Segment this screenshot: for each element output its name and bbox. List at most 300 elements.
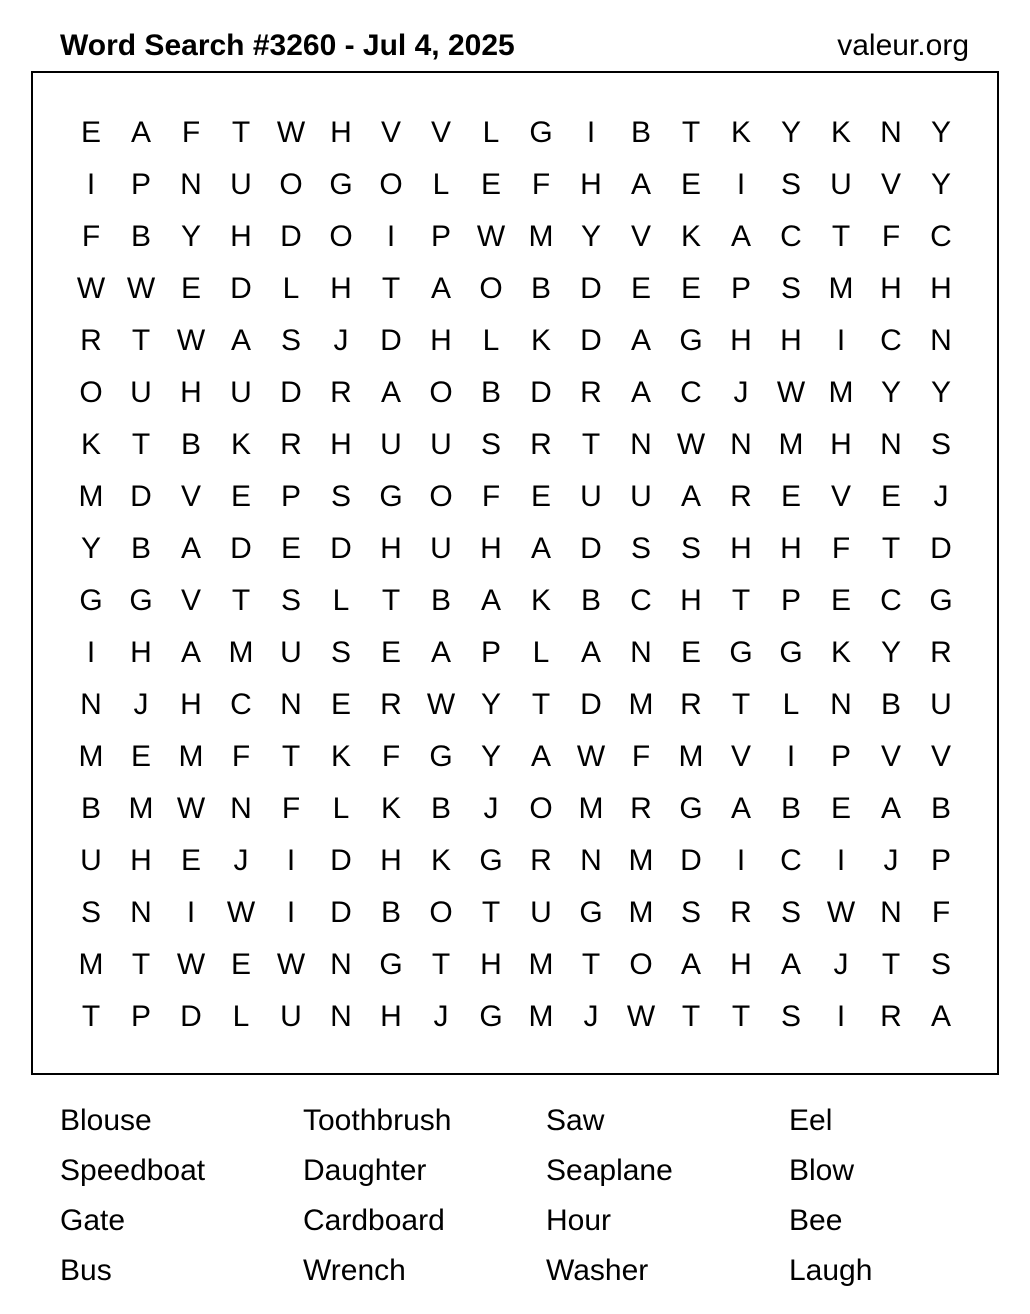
grid-letter[interactable]: T [881, 532, 901, 565]
grid-letter[interactable]: V [730, 740, 751, 773]
grid-letter[interactable]: Y [180, 220, 201, 253]
grid-letter[interactable]: A [230, 324, 251, 357]
grid-letter[interactable]: D [580, 272, 602, 305]
grid-letter[interactable]: F [881, 220, 901, 253]
grid-letter[interactable]: R [580, 376, 602, 409]
grid-letter[interactable]: J [333, 324, 349, 357]
grid-letter[interactable]: K [330, 740, 351, 773]
grid-letter[interactable]: P [130, 168, 151, 201]
grid-letter[interactable]: S [680, 896, 701, 929]
grid-letter[interactable]: H [780, 324, 802, 357]
grid-letter[interactable]: I [836, 844, 846, 877]
grid-letter[interactable]: H [380, 1000, 402, 1033]
grid-letter[interactable]: D [330, 532, 352, 565]
grid-letter[interactable]: F [381, 740, 401, 773]
grid-letter[interactable]: J [833, 948, 849, 981]
grid-letter[interactable]: N [330, 1000, 352, 1033]
grid-letter[interactable]: A [580, 636, 601, 669]
grid-letter[interactable]: H [830, 428, 852, 461]
grid-letter[interactable]: H [130, 844, 152, 877]
grid-letter[interactable]: A [730, 220, 751, 253]
grid-letter[interactable]: I [386, 220, 396, 253]
grid-letter[interactable]: M [828, 376, 854, 409]
grid-letter[interactable]: T [81, 1000, 101, 1033]
grid-letter[interactable]: D [230, 532, 252, 565]
grid-letter[interactable]: R [680, 688, 702, 721]
grid-letter[interactable]: A [530, 740, 551, 773]
grid-letter[interactable]: Y [880, 376, 901, 409]
grid-letter[interactable]: K [380, 792, 401, 825]
grid-letter[interactable]: I [736, 168, 746, 201]
grid-letter[interactable]: O [329, 220, 353, 253]
grid-letter[interactable]: P [930, 844, 951, 877]
grid-letter[interactable]: D [580, 688, 602, 721]
grid-letter[interactable]: H [480, 948, 502, 981]
grid-letter[interactable]: U [430, 428, 452, 461]
grid-letter[interactable]: Y [780, 116, 801, 149]
grid-letter[interactable]: K [680, 220, 701, 253]
grid-letter[interactable]: P [430, 220, 451, 253]
grid-letter[interactable]: E [280, 532, 301, 565]
grid-letter[interactable]: D [330, 844, 352, 877]
grid-letter[interactable]: D [580, 324, 602, 357]
grid-letter[interactable]: O [629, 948, 653, 981]
grid-letter[interactable]: U [380, 428, 402, 461]
grid-letter[interactable]: R [730, 896, 752, 929]
grid-letter[interactable]: A [180, 636, 201, 669]
grid-letter[interactable]: L [482, 116, 500, 149]
grid-letter[interactable]: P [480, 636, 501, 669]
grid-letter[interactable]: A [430, 272, 451, 305]
grid-letter[interactable]: H [180, 376, 202, 409]
grid-letter[interactable]: U [630, 480, 652, 513]
grid-letter[interactable]: K [530, 324, 551, 357]
grid-letter[interactable]: E [130, 740, 151, 773]
grid-letter[interactable]: I [286, 844, 296, 877]
grid-letter[interactable]: V [380, 116, 401, 149]
grid-letter[interactable]: H [730, 324, 752, 357]
grid-letter[interactable]: O [429, 480, 453, 513]
grid-letter[interactable]: M [178, 740, 204, 773]
grid-letter[interactable]: C [880, 584, 902, 617]
grid-letter[interactable]: O [79, 376, 103, 409]
grid-letter[interactable]: E [380, 636, 401, 669]
grid-letter[interactable]: G [929, 584, 953, 617]
grid-letter[interactable]: H [330, 116, 352, 149]
grid-letter[interactable]: M [628, 844, 654, 877]
grid-letter[interactable]: H [380, 532, 402, 565]
grid-letter[interactable]: D [280, 220, 302, 253]
grid-letter[interactable]: H [230, 220, 252, 253]
grid-letter[interactable]: N [230, 792, 252, 825]
grid-letter[interactable]: S [80, 896, 101, 929]
grid-letter[interactable]: M [528, 948, 554, 981]
grid-letter[interactable]: A [680, 480, 701, 513]
grid-letter[interactable]: E [180, 844, 201, 877]
grid-letter[interactable]: S [330, 636, 351, 669]
grid-letter[interactable]: W [826, 896, 856, 929]
grid-letter[interactable]: E [230, 480, 251, 513]
grid-letter[interactable]: M [78, 480, 104, 513]
grid-letter[interactable]: K [830, 116, 851, 149]
grid-letter[interactable]: E [230, 948, 251, 981]
grid-letter[interactable]: G [679, 324, 703, 357]
grid-letter[interactable]: A [930, 1000, 951, 1033]
grid-letter[interactable]: R [530, 844, 552, 877]
grid-letter[interactable]: M [228, 636, 254, 669]
grid-letter[interactable]: F [181, 116, 201, 149]
grid-letter[interactable]: F [481, 480, 501, 513]
grid-letter[interactable]: H [130, 636, 152, 669]
grid-letter[interactable]: H [780, 532, 802, 565]
grid-letter[interactable]: S [930, 428, 951, 461]
grid-letter[interactable]: H [680, 584, 702, 617]
grid-letter[interactable]: E [330, 688, 351, 721]
grid-letter[interactable]: H [730, 532, 752, 565]
grid-letter[interactable]: G [779, 636, 803, 669]
grid-letter[interactable]: H [380, 844, 402, 877]
grid-letter[interactable]: D [130, 480, 152, 513]
grid-letter[interactable]: F [81, 220, 101, 253]
grid-letter[interactable]: T [731, 1000, 751, 1033]
grid-letter[interactable]: D [280, 376, 302, 409]
grid-letter[interactable]: W [626, 1000, 656, 1033]
grid-letter[interactable]: T [581, 428, 601, 461]
grid-letter[interactable]: B [880, 688, 901, 721]
grid-letter[interactable]: A [530, 532, 551, 565]
grid-letter[interactable]: M [628, 896, 654, 929]
grid-letter[interactable]: U [80, 844, 102, 877]
grid-letter[interactable]: S [480, 428, 501, 461]
grid-letter[interactable]: N [830, 688, 852, 721]
grid-letter[interactable]: J [883, 844, 899, 877]
grid-letter[interactable]: O [379, 168, 403, 201]
grid-letter[interactable]: F [631, 740, 651, 773]
grid-letter[interactable]: A [680, 948, 701, 981]
grid-letter[interactable]: D [530, 376, 552, 409]
grid-letter[interactable]: F [531, 168, 551, 201]
grid-letter[interactable]: V [830, 480, 851, 513]
grid-letter[interactable]: H [180, 688, 202, 721]
grid-letter[interactable]: T [881, 948, 901, 981]
grid-letter[interactable]: W [676, 428, 706, 461]
grid-letter[interactable]: S [780, 272, 801, 305]
grid-letter[interactable]: N [630, 636, 652, 669]
grid-letter[interactable]: L [282, 272, 300, 305]
grid-letter[interactable]: W [276, 948, 306, 981]
grid-letter[interactable]: A [430, 636, 451, 669]
grid-letter[interactable]: U [280, 636, 302, 669]
grid-letter[interactable]: K [230, 428, 251, 461]
grid-letter[interactable]: A [130, 116, 151, 149]
grid-letter[interactable]: R [80, 324, 102, 357]
grid-letter[interactable]: B [630, 116, 651, 149]
grid-letter[interactable]: G [579, 896, 603, 929]
grid-letter[interactable]: R [930, 636, 952, 669]
grid-letter[interactable]: G [679, 792, 703, 825]
grid-letter[interactable]: H [580, 168, 602, 201]
grid-letter[interactable]: P [780, 584, 801, 617]
grid-letter[interactable]: E [630, 272, 651, 305]
grid-letter[interactable]: C [680, 376, 702, 409]
grid-letter[interactable]: T [131, 324, 151, 357]
grid-letter[interactable]: T [581, 948, 601, 981]
grid-letter[interactable]: U [230, 376, 252, 409]
grid-letter[interactable]: K [430, 844, 451, 877]
grid-letter[interactable]: N [880, 116, 902, 149]
grid-letter[interactable]: V [930, 740, 951, 773]
grid-letter[interactable]: T [831, 220, 851, 253]
grid-letter[interactable]: S [280, 324, 301, 357]
grid-letter[interactable]: L [432, 168, 450, 201]
grid-letter[interactable]: M [628, 688, 654, 721]
grid-letter[interactable]: M [78, 948, 104, 981]
grid-letter[interactable]: V [880, 740, 901, 773]
grid-letter[interactable]: N [930, 324, 952, 357]
grid-letter[interactable]: F [231, 740, 251, 773]
grid-letter[interactable]: T [531, 688, 551, 721]
grid-letter[interactable]: A [780, 948, 801, 981]
grid-letter[interactable]: W [176, 948, 206, 981]
grid-letter[interactable]: M [678, 740, 704, 773]
grid-letter[interactable]: L [482, 324, 500, 357]
grid-letter[interactable]: O [429, 376, 453, 409]
grid-letter[interactable]: C [630, 584, 652, 617]
grid-letter[interactable]: U [280, 1000, 302, 1033]
grid-letter[interactable]: H [330, 428, 352, 461]
grid-letter[interactable]: O [279, 168, 303, 201]
grid-letter[interactable]: G [379, 480, 403, 513]
grid-letter[interactable]: R [730, 480, 752, 513]
grid-letter[interactable]: L [782, 688, 800, 721]
grid-letter[interactable]: J [483, 792, 499, 825]
grid-letter[interactable]: T [731, 584, 751, 617]
grid-letter[interactable]: E [180, 272, 201, 305]
grid-letter[interactable]: G [129, 584, 153, 617]
grid-letter[interactable]: W [76, 272, 106, 305]
grid-letter[interactable]: V [630, 220, 651, 253]
grid-letter[interactable]: D [380, 324, 402, 357]
grid-letter[interactable]: Y [930, 376, 951, 409]
grid-letter[interactable]: I [786, 740, 796, 773]
grid-letter[interactable]: T [381, 584, 401, 617]
grid-letter[interactable]: W [426, 688, 456, 721]
grid-letter[interactable]: E [680, 168, 701, 201]
grid-letter[interactable]: J [583, 1000, 599, 1033]
grid-letter[interactable]: D [180, 1000, 202, 1033]
grid-letter[interactable]: G [79, 584, 103, 617]
grid-letter[interactable]: B [380, 896, 401, 929]
grid-letter[interactable]: G [329, 168, 353, 201]
grid-letter[interactable]: N [630, 428, 652, 461]
grid-letter[interactable]: T [231, 584, 251, 617]
grid-letter[interactable]: D [680, 844, 702, 877]
grid-letter[interactable]: P [830, 740, 851, 773]
grid-letter[interactable]: I [586, 116, 596, 149]
grid-letter[interactable]: K [530, 584, 551, 617]
grid-letter[interactable]: K [80, 428, 101, 461]
grid-letter[interactable]: S [680, 532, 701, 565]
grid-letter[interactable]: J [233, 844, 249, 877]
grid-letter[interactable]: O [429, 896, 453, 929]
grid-letter[interactable]: T [231, 116, 251, 149]
grid-letter[interactable]: D [580, 532, 602, 565]
grid-letter[interactable]: A [730, 792, 751, 825]
grid-letter[interactable]: P [130, 1000, 151, 1033]
grid-letter[interactable]: M [528, 220, 554, 253]
grid-letter[interactable]: F [281, 792, 301, 825]
grid-letter[interactable]: C [780, 220, 802, 253]
grid-letter[interactable]: W [476, 220, 506, 253]
grid-letter[interactable]: U [580, 480, 602, 513]
grid-letter[interactable]: H [480, 532, 502, 565]
grid-letter[interactable]: V [180, 480, 201, 513]
grid-letter[interactable]: E [880, 480, 901, 513]
grid-letter[interactable]: N [130, 896, 152, 929]
grid-letter[interactable]: Y [580, 220, 601, 253]
grid-letter[interactable]: A [880, 792, 901, 825]
grid-letter[interactable]: W [176, 324, 206, 357]
grid-letter[interactable]: M [78, 740, 104, 773]
grid-letter[interactable]: B [80, 792, 101, 825]
grid-letter[interactable]: V [430, 116, 451, 149]
grid-letter[interactable]: E [830, 584, 851, 617]
grid-letter[interactable]: E [80, 116, 101, 149]
grid-letter[interactable]: G [479, 1000, 503, 1033]
grid-letter[interactable]: B [430, 792, 451, 825]
grid-letter[interactable]: W [176, 792, 206, 825]
grid-letter[interactable]: N [880, 428, 902, 461]
grid-letter[interactable]: C [880, 324, 902, 357]
grid-letter[interactable]: U [230, 168, 252, 201]
grid-letter[interactable]: M [778, 428, 804, 461]
grid-letter[interactable]: A [380, 376, 401, 409]
grid-letter[interactable]: R [330, 376, 352, 409]
grid-letter[interactable]: S [630, 532, 651, 565]
grid-letter[interactable]: W [226, 896, 256, 929]
grid-letter[interactable]: T [731, 688, 751, 721]
grid-letter[interactable]: E [680, 636, 701, 669]
grid-letter[interactable]: F [831, 532, 851, 565]
grid-letter[interactable]: E [680, 272, 701, 305]
grid-letter[interactable]: N [80, 688, 102, 721]
grid-letter[interactable]: C [780, 844, 802, 877]
grid-letter[interactable]: R [630, 792, 652, 825]
grid-letter[interactable]: N [580, 844, 602, 877]
grid-letter[interactable]: W [576, 740, 606, 773]
grid-letter[interactable]: B [130, 220, 151, 253]
grid-letter[interactable]: B [930, 792, 951, 825]
grid-letter[interactable]: L [332, 792, 350, 825]
grid-letter[interactable]: T [431, 948, 451, 981]
grid-letter[interactable]: R [880, 1000, 902, 1033]
grid-letter[interactable]: L [232, 1000, 250, 1033]
grid-letter[interactable]: P [730, 272, 751, 305]
grid-letter[interactable]: M [828, 272, 854, 305]
grid-letter[interactable]: L [532, 636, 550, 669]
grid-letter[interactable]: J [433, 1000, 449, 1033]
grid-letter[interactable]: N [880, 896, 902, 929]
grid-letter[interactable]: N [280, 688, 302, 721]
grid-letter[interactable]: B [580, 584, 601, 617]
grid-letter[interactable]: Y [930, 168, 951, 201]
grid-letter[interactable]: W [276, 116, 306, 149]
grid-letter[interactable]: I [186, 896, 196, 929]
grid-letter[interactable]: O [529, 792, 553, 825]
grid-letter[interactable]: M [578, 792, 604, 825]
grid-letter[interactable]: E [480, 168, 501, 201]
grid-letter[interactable]: B [180, 428, 201, 461]
grid-letter[interactable]: S [780, 1000, 801, 1033]
grid-letter[interactable]: A [630, 376, 651, 409]
grid-letter[interactable]: T [481, 896, 501, 929]
grid-letter[interactable]: A [180, 532, 201, 565]
grid-letter[interactable]: I [286, 896, 296, 929]
grid-letter[interactable]: G [429, 740, 453, 773]
grid-letter[interactable]: O [479, 272, 503, 305]
grid-letter[interactable]: K [830, 636, 851, 669]
grid-letter[interactable]: B [130, 532, 151, 565]
grid-letter[interactable]: C [930, 220, 952, 253]
grid-letter[interactable]: B [480, 376, 501, 409]
grid-letter[interactable]: D [330, 896, 352, 929]
grid-letter[interactable]: G [529, 116, 553, 149]
grid-letter[interactable]: U [830, 168, 852, 201]
grid-letter[interactable]: I [836, 1000, 846, 1033]
grid-letter[interactable]: P [280, 480, 301, 513]
grid-letter[interactable]: T [281, 740, 301, 773]
grid-letter[interactable]: Y [80, 532, 101, 565]
grid-letter[interactable]: E [780, 480, 801, 513]
grid-letter[interactable]: T [681, 1000, 701, 1033]
grid-letter[interactable]: F [931, 896, 951, 929]
grid-letter[interactable]: V [880, 168, 901, 201]
grid-letter[interactable]: A [630, 168, 651, 201]
grid-letter[interactable]: S [930, 948, 951, 981]
grid-letter[interactable]: R [380, 688, 402, 721]
grid-letter[interactable]: S [780, 168, 801, 201]
grid-letter[interactable]: U [430, 532, 452, 565]
grid-letter[interactable]: S [330, 480, 351, 513]
grid-letter[interactable]: J [733, 376, 749, 409]
grid-letter[interactable]: S [780, 896, 801, 929]
grid-letter[interactable]: M [128, 792, 154, 825]
grid-letter[interactable]: H [880, 272, 902, 305]
grid-letter[interactable]: E [530, 480, 551, 513]
grid-letter[interactable]: Y [480, 740, 501, 773]
grid-letter[interactable]: I [86, 636, 96, 669]
grid-letter[interactable]: A [480, 584, 501, 617]
grid-letter[interactable]: U [530, 896, 552, 929]
grid-letter[interactable]: Y [880, 636, 901, 669]
grid-letter[interactable]: H [330, 272, 352, 305]
grid-letter[interactable]: J [133, 688, 149, 721]
grid-letter[interactable]: N [180, 168, 202, 201]
grid-letter[interactable]: U [130, 376, 152, 409]
grid-letter[interactable]: U [930, 688, 952, 721]
grid-letter[interactable]: A [630, 324, 651, 357]
grid-letter[interactable]: T [131, 948, 151, 981]
grid-letter[interactable]: B [530, 272, 551, 305]
grid-letter[interactable]: I [86, 168, 96, 201]
grid-letter[interactable]: B [430, 584, 451, 617]
grid-letter[interactable]: N [730, 428, 752, 461]
grid-letter[interactable]: H [930, 272, 952, 305]
grid-letter[interactable]: N [330, 948, 352, 981]
grid-letter[interactable]: W [776, 376, 806, 409]
grid-letter[interactable]: G [379, 948, 403, 981]
grid-letter[interactable]: I [736, 844, 746, 877]
